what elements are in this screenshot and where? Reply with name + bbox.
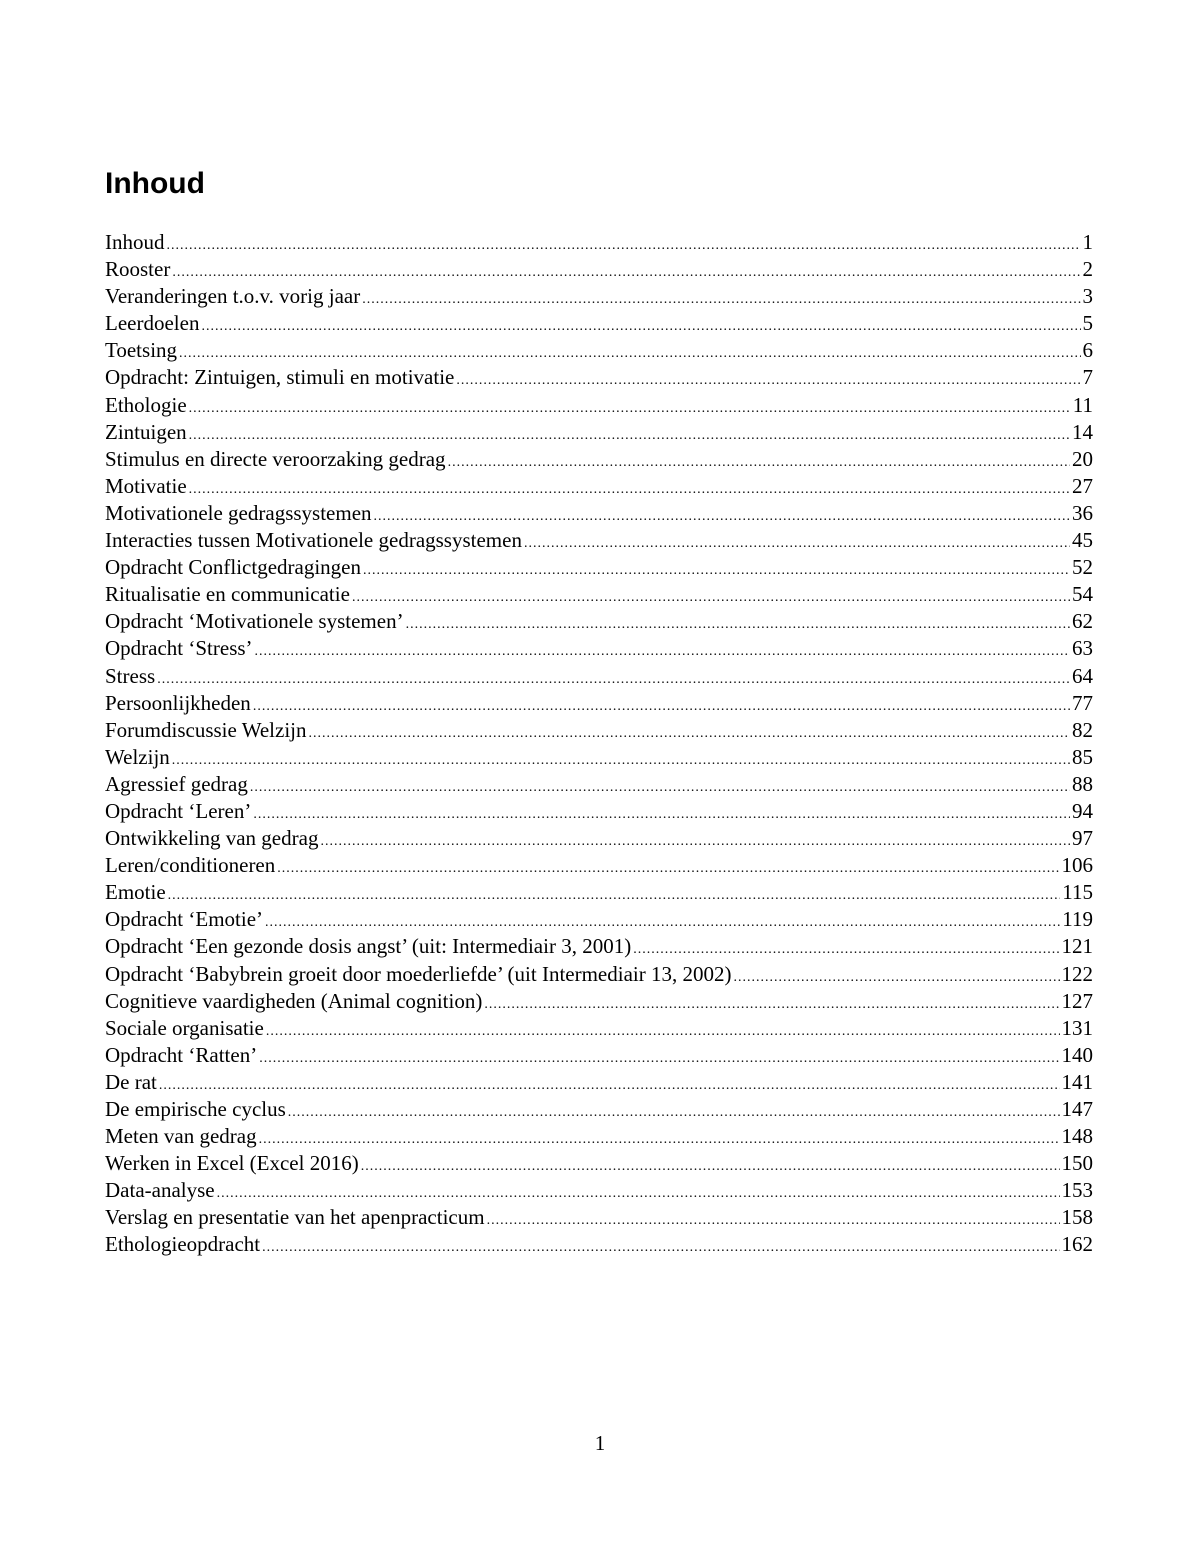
toc-entry-page: 106 xyxy=(1061,853,1093,878)
toc-entry-title: Persoonlijkheden xyxy=(105,690,251,715)
toc-dot-leader xyxy=(277,855,1059,879)
toc-entry-page: 147 xyxy=(1061,1097,1093,1121)
toc-entry[interactable] xyxy=(105,283,1093,310)
toc-entry[interactable] xyxy=(105,988,1093,1015)
toc-entry-page: 20 xyxy=(1072,446,1093,471)
toc-entry-page: 88 xyxy=(1072,771,1093,796)
toc-entry-title: Emotie xyxy=(105,880,166,905)
toc-dot-leader xyxy=(524,530,1070,554)
toc-entry[interactable] xyxy=(105,392,1093,419)
toc-entry-page: 140 xyxy=(1061,1042,1093,1067)
toc-entry-page: 1 xyxy=(1082,230,1093,254)
toc-entry-page: 7 xyxy=(1082,365,1093,390)
toc-entry-title: Welzijn xyxy=(105,744,170,769)
toc-entry[interactable] xyxy=(105,1015,1093,1042)
toc-entry-title: Werken in Excel (Excel 2016) xyxy=(105,1151,359,1176)
toc-entry-title: Opdracht ‘Motivationele systemen’ xyxy=(105,609,404,634)
toc-entry[interactable] xyxy=(105,1042,1093,1069)
toc-entry-title: Opdracht ‘Ratten’ xyxy=(105,1042,258,1067)
toc-entry-page: 115 xyxy=(1062,880,1093,905)
toc-dot-leader xyxy=(159,1072,1060,1096)
toc-entry-title: Forumdiscussie Welzijn xyxy=(105,717,307,742)
toc-entry[interactable] xyxy=(105,852,1093,879)
toc-entry-page: 11 xyxy=(1072,392,1093,417)
toc-entry-title: Toetsing xyxy=(105,338,178,363)
toc-entry-title: Ethologie xyxy=(105,392,187,417)
toc-entry-page: 131 xyxy=(1061,1015,1093,1040)
toc-entry-page: 77 xyxy=(1072,690,1093,715)
toc-entry-title: Opdracht ‘Een gezonde dosis angst’ (uit: Intermediair 3, 2001) xyxy=(105,934,632,959)
toc-entry[interactable] xyxy=(105,663,1093,690)
toc-dot-leader xyxy=(189,476,1070,500)
toc-entry-page: 121 xyxy=(1061,934,1093,959)
page-number: 1 xyxy=(594,1431,606,1455)
toc-entry-page: 158 xyxy=(1061,1205,1093,1230)
toc-dot-leader xyxy=(320,828,1070,852)
toc-entry-page: 82 xyxy=(1072,717,1093,742)
toc-entry-page: 45 xyxy=(1072,528,1093,553)
toc-entry-title: Agressief gedrag xyxy=(105,771,248,796)
toc-dot-leader xyxy=(157,666,1070,690)
toc-dot-leader xyxy=(406,611,1070,635)
toc-dot-leader xyxy=(265,909,1060,933)
toc-entry-page: 5 xyxy=(1082,311,1093,336)
toc-dot-leader xyxy=(484,991,1059,1015)
toc-entry-page: 3 xyxy=(1082,284,1093,309)
toc-entry[interactable] xyxy=(105,446,1093,473)
toc-entry[interactable] xyxy=(105,473,1093,500)
toc-entry[interactable] xyxy=(105,608,1093,635)
toc-entry-title: Ritualisatie en communicatie xyxy=(105,582,350,607)
toc-entry-title: Leren/conditioneren xyxy=(105,853,276,878)
toc-entry-page: 150 xyxy=(1061,1151,1093,1176)
toc-entry[interactable] xyxy=(105,906,1093,933)
toc-entry[interactable] xyxy=(105,690,1093,717)
toc-entry-page: 27 xyxy=(1072,473,1093,498)
toc-entry[interactable] xyxy=(105,364,1093,391)
toc-dot-leader xyxy=(448,449,1070,473)
toc-entry[interactable] xyxy=(105,1150,1093,1177)
toc-entry-title: De rat xyxy=(105,1069,157,1094)
toc-dot-leader xyxy=(259,1045,1059,1069)
toc-dot-leader xyxy=(179,340,1080,364)
toc-entry-page: 2 xyxy=(1082,257,1093,282)
toc-entry[interactable] xyxy=(105,1177,1093,1204)
toc-entry-title: Verslag en presentatie van het apenpracticum xyxy=(105,1205,485,1230)
toc-entry-page: 6 xyxy=(1082,338,1093,363)
toc-entry[interactable] xyxy=(105,1069,1093,1096)
toc-dot-leader xyxy=(189,422,1070,446)
toc-dot-leader xyxy=(167,232,1081,256)
toc-entry-page: 52 xyxy=(1072,555,1093,580)
toc-dot-leader xyxy=(250,774,1070,798)
toc-entry-title: Ontwikkeling van gedrag xyxy=(105,826,319,851)
toc-dot-leader xyxy=(172,259,1080,283)
toc-entry-title: Rooster xyxy=(105,257,171,282)
toc-entry-title: Meten van gedrag xyxy=(105,1124,257,1149)
toc-entry[interactable] xyxy=(105,635,1093,662)
toc-entry[interactable] xyxy=(105,500,1093,527)
toc-entry-title: Opdracht: Zintuigen, stimuli en motivatie xyxy=(105,365,455,390)
toc-dot-leader xyxy=(361,1153,1060,1177)
toc-entry[interactable] xyxy=(105,744,1093,771)
toc-entry-page: 36 xyxy=(1072,500,1093,525)
toc-entry[interactable] xyxy=(105,229,1093,256)
toc-entry-page: 54 xyxy=(1072,582,1093,607)
toc-entry[interactable] xyxy=(105,1123,1093,1150)
toc-entry-page: 85 xyxy=(1072,744,1093,769)
toc-entry-page: 119 xyxy=(1062,907,1093,932)
toc-dot-leader xyxy=(201,313,1080,337)
toc-dot-leader xyxy=(266,1018,1060,1042)
toc-entry-page: 64 xyxy=(1072,663,1093,688)
toc-entry[interactable] xyxy=(105,1231,1093,1258)
toc-dot-leader xyxy=(259,1126,1060,1150)
toc-entry[interactable] xyxy=(105,256,1093,283)
toc-dot-leader xyxy=(168,882,1061,906)
toc-entry-title: Sociale organisatie xyxy=(105,1015,264,1040)
toc-entry-title: De empirische cyclus xyxy=(105,1097,286,1121)
toc-dot-leader xyxy=(352,584,1070,608)
toc-entry-title: Opdracht ‘Emotie’ xyxy=(105,907,264,932)
toc-entry-page: 141 xyxy=(1061,1069,1093,1094)
toc-dot-leader xyxy=(733,964,1059,988)
toc-entry[interactable] xyxy=(105,337,1093,364)
toc-entry-title: Stress xyxy=(105,663,156,688)
toc-entry-title: Opdracht ‘Leren’ xyxy=(105,798,252,823)
toc-entry-title: Data-analyse xyxy=(105,1178,215,1203)
toc-dot-leader xyxy=(172,747,1070,771)
toc-entry[interactable] xyxy=(105,554,1093,581)
toc-entry-title: Interacties tussen Motivationele gedragssystemen xyxy=(105,528,522,553)
toc-entry-page: 162 xyxy=(1061,1232,1093,1257)
toc-entry-page: 14 xyxy=(1072,419,1093,444)
toc-entry[interactable] xyxy=(105,717,1093,744)
toc-entry-page: 62 xyxy=(1072,609,1093,634)
toc-entry-title: Cognitieve vaardigheden (Animal cognition) xyxy=(105,988,483,1013)
toc-entry-title: Ethologieopdracht xyxy=(105,1232,261,1257)
toc-entry[interactable] xyxy=(105,771,1093,798)
toc-entry-title: Zintuigen xyxy=(105,419,187,444)
toc-entry-title: Opdracht ‘Babybrein groeit door moederliefde’ (uit Intermediair 13, 2002) xyxy=(105,961,732,986)
toc-entry-title: Inhoud xyxy=(105,230,165,254)
toc-dot-leader xyxy=(374,503,1070,527)
toc-entry[interactable] xyxy=(105,419,1093,446)
toc-entry-page: 127 xyxy=(1061,988,1093,1013)
toc-entry-page: 97 xyxy=(1072,826,1093,851)
toc-dot-leader xyxy=(363,557,1070,581)
toc-entry-page: 153 xyxy=(1061,1178,1093,1203)
toc-entry[interactable] xyxy=(105,310,1093,337)
toc-entry-page: 94 xyxy=(1072,798,1093,823)
toc-entry[interactable] xyxy=(105,581,1093,608)
toc-entry-title: Opdracht ‘Stress’ xyxy=(105,636,253,661)
toc-entry[interactable] xyxy=(105,1204,1093,1231)
toc-entry-page: 148 xyxy=(1061,1124,1093,1149)
toc-dot-leader xyxy=(189,395,1071,419)
toc-entry-page: 63 xyxy=(1072,636,1093,661)
toc-entry[interactable] xyxy=(105,879,1093,906)
toc-dot-leader xyxy=(262,1234,1059,1258)
toc-entry-title: Leerdoelen xyxy=(105,311,200,336)
toc-entry-title: Motivationele gedragssystemen xyxy=(105,500,372,525)
toc-entry-title: Stimulus en directe veroorzaking gedrag xyxy=(105,446,446,471)
toc-entry[interactable] xyxy=(105,798,1093,825)
toc-entry[interactable] xyxy=(105,825,1093,852)
toc-heading: Inhoud xyxy=(105,167,205,200)
toc-entry-page: 122 xyxy=(1061,961,1093,986)
toc-entry-title: Opdracht Conflictgedragingen xyxy=(105,555,361,580)
toc-dot-leader xyxy=(288,1099,1060,1123)
table-of-contents xyxy=(105,229,1093,1259)
toc-entry-title: Motivatie xyxy=(105,473,187,498)
toc-dot-leader xyxy=(362,286,1080,310)
toc-dot-leader xyxy=(253,801,1070,825)
toc-dot-leader xyxy=(217,1180,1060,1204)
toc-dot-leader xyxy=(253,693,1070,717)
toc-dot-leader xyxy=(255,638,1070,662)
toc-entry[interactable] xyxy=(105,527,1093,554)
toc-entry-title: Veranderingen t.o.v. vorig jaar xyxy=(105,284,361,309)
toc-entry[interactable] xyxy=(105,933,1093,960)
toc-dot-leader xyxy=(309,720,1071,744)
toc-dot-leader xyxy=(487,1207,1060,1231)
toc-dot-leader xyxy=(633,936,1059,960)
toc-dot-leader xyxy=(456,367,1080,391)
toc-entry[interactable] xyxy=(105,961,1093,988)
toc-entry[interactable] xyxy=(105,1096,1093,1123)
